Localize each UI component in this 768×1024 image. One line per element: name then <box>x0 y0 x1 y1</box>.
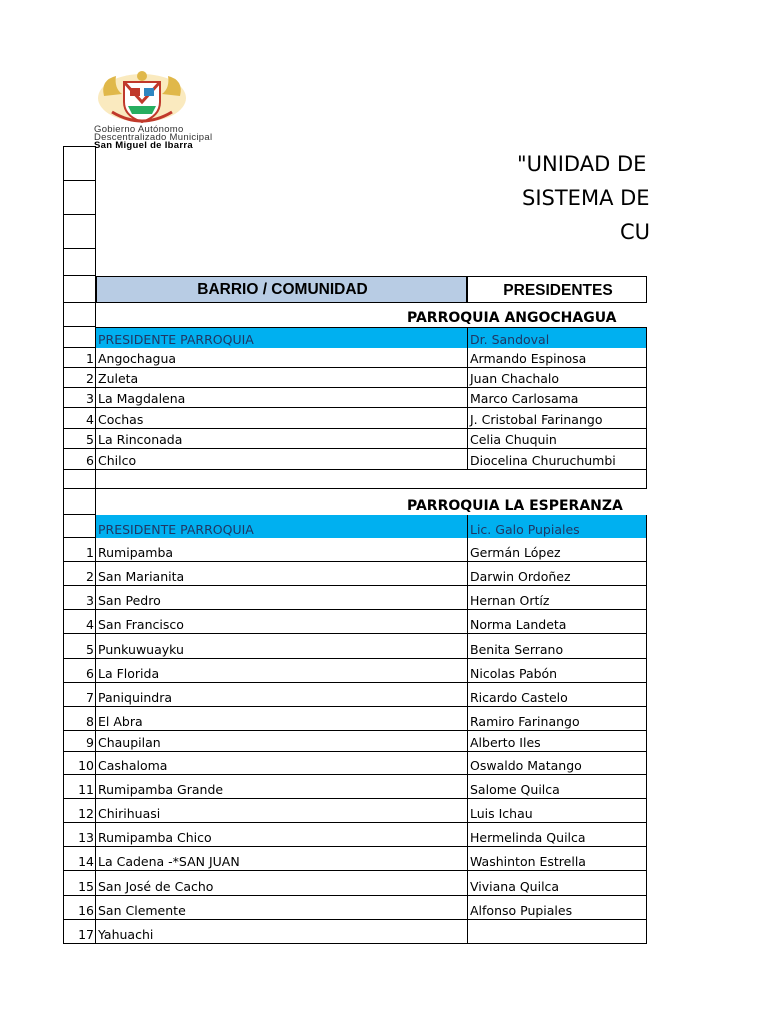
row-number: 7 <box>86 690 94 705</box>
barrio-name: Yahuachi <box>98 927 154 942</box>
president-name: Juan Chachalo <box>470 371 560 386</box>
table-row <box>63 847 647 871</box>
row-number: 1 <box>86 351 94 366</box>
row-number: 10 <box>78 758 94 773</box>
row-number-cell[interactable] <box>63 515 96 538</box>
barrio-name: La Rinconada <box>98 432 183 447</box>
barrio-cell[interactable] <box>96 707 467 731</box>
table-row <box>63 823 647 847</box>
row-number: 1 <box>86 545 94 560</box>
table-row <box>63 449 647 470</box>
barrio-cell[interactable] <box>96 871 467 896</box>
row-number-cell[interactable] <box>63 752 96 775</box>
row-number: 2 <box>86 371 94 386</box>
table-row <box>63 388 647 408</box>
header-row <box>63 276 647 303</box>
row-number: 9 <box>86 735 94 750</box>
president-name: Oswaldo Matango <box>470 758 582 773</box>
empty-row <box>63 181 647 215</box>
row-number-cell[interactable] <box>63 489 96 515</box>
row-number: 17 <box>78 927 94 942</box>
president-name: Ricardo Castelo <box>470 690 568 705</box>
president-name: Celia Chuquin <box>470 432 557 447</box>
row-number-cell[interactable] <box>63 348 96 368</box>
row-number-cell[interactable] <box>63 562 96 586</box>
barrio-cell[interactable] <box>96 348 467 368</box>
row-number-cell[interactable] <box>63 249 96 276</box>
row-number: 5 <box>86 432 94 447</box>
table-row <box>63 707 647 731</box>
row-number: 4 <box>86 412 94 427</box>
row-number-cell[interactable] <box>63 538 96 562</box>
row-number-cell[interactable] <box>63 368 96 388</box>
barrio-cell[interactable] <box>96 388 467 408</box>
row-number: 5 <box>86 642 94 657</box>
row-number-cell[interactable] <box>63 429 96 449</box>
barrio-cell[interactable] <box>96 775 467 799</box>
row-number: 14 <box>78 854 94 869</box>
title-line-2: SISTEMA DE <box>522 186 650 210</box>
table-row <box>63 871 647 896</box>
parroquia-title-cell[interactable] <box>96 303 647 327</box>
president-name: Armando Espinosa <box>470 351 587 366</box>
president-parroquia-value-cell[interactable]: Dr. Sandoval <box>467 327 647 348</box>
president-name: J. Cristobal Farinango <box>470 412 603 427</box>
barrio-name: La Cadena -*SAN JUAN <box>98 854 240 869</box>
row-number-cell[interactable] <box>63 871 96 896</box>
president-cell[interactable] <box>467 752 647 775</box>
president-name: Diocelina Churuchumbi <box>470 453 616 468</box>
barrio-name: San José de Cacho <box>98 879 214 894</box>
barrio-cell[interactable] <box>96 799 467 823</box>
table-row <box>63 429 647 449</box>
president-parroquia-value-cell[interactable]: Lic. Galo Pupiales <box>467 515 647 538</box>
barrio-name: Chirihuasi <box>98 806 161 821</box>
barrio-cell[interactable] <box>96 449 467 470</box>
table-row <box>63 634 647 659</box>
row-number: 11 <box>78 782 94 797</box>
row-number-cell[interactable] <box>63 610 96 634</box>
table-row <box>63 659 647 683</box>
barrio-cell[interactable] <box>96 538 467 562</box>
barrio-name: La Florida <box>98 666 160 681</box>
president-name: Salome Quilca <box>470 782 560 797</box>
president-parroquia-label-cell[interactable]: PRESIDENTE PARROQUIA <box>96 327 467 348</box>
row-number-cell[interactable] <box>63 469 96 489</box>
barrio-name: San Pedro <box>98 593 161 608</box>
empty-row <box>63 249 647 276</box>
barrio-name: Rumipamba Chico <box>98 830 212 845</box>
president-parroquia-row <box>63 515 647 538</box>
barrio-name: Rumipamba <box>98 545 174 560</box>
president-cell[interactable] <box>467 348 647 368</box>
president-name: Darwin Ordoñez <box>470 569 571 584</box>
row-number: 3 <box>86 593 94 608</box>
table-row <box>63 752 647 775</box>
barrio-cell[interactable] <box>96 683 467 707</box>
barrio-name: Rumipamba Grande <box>98 782 224 797</box>
row-number-cell[interactable] <box>63 388 96 408</box>
row-number: 15 <box>78 879 94 894</box>
president-cell[interactable] <box>467 634 647 659</box>
president-parroquia-label-cell[interactable]: PRESIDENTE PARROQUIA <box>96 515 467 538</box>
table-row <box>63 896 647 920</box>
barrio-name: Cashaloma <box>98 758 168 773</box>
row-number-cell[interactable] <box>63 146 96 181</box>
table-row <box>63 731 647 752</box>
president-cell[interactable] <box>467 538 647 562</box>
row-number-cell[interactable] <box>63 586 96 610</box>
column-header-presidentes[interactable]: PRESIDENTES <box>467 276 647 303</box>
president-name: Germán López <box>470 545 561 560</box>
barrio-name: Chilco <box>98 453 137 468</box>
barrio-name: San Clemente <box>98 903 186 918</box>
row-number-cell[interactable] <box>63 775 96 799</box>
president-name: Hermelinda Quilca <box>470 830 586 845</box>
row-number-cell[interactable] <box>63 659 96 683</box>
empty-row <box>63 146 647 181</box>
president-name: Nicolas Pabón <box>470 666 558 681</box>
table-row <box>63 683 647 707</box>
row-number-cell[interactable] <box>63 303 96 327</box>
president-cell[interactable] <box>467 799 647 823</box>
president-name: Marco Carlosama <box>470 391 579 406</box>
president-cell[interactable] <box>467 707 647 731</box>
president-name: Viviana Quilca <box>470 879 560 894</box>
table-row <box>63 408 647 429</box>
barrio-cell[interactable] <box>96 823 467 847</box>
row-number: 6 <box>86 453 94 468</box>
row-number-cell[interactable] <box>63 731 96 752</box>
barrio-cell[interactable] <box>96 896 467 920</box>
president-name: Benita Serrano <box>470 642 564 657</box>
empty-row <box>63 469 647 489</box>
barrio-name: Cochas <box>98 412 144 427</box>
row-number-cell[interactable] <box>63 920 96 944</box>
president-cell[interactable] <box>467 449 647 470</box>
president-cell[interactable] <box>467 368 647 388</box>
president-cell[interactable] <box>467 610 647 634</box>
president-cell[interactable] <box>467 408 647 429</box>
table-row <box>63 920 647 944</box>
president-name: Ramiro Farinango <box>470 714 580 729</box>
president-name: Hernan Ortíz <box>470 593 550 608</box>
row-number-cell[interactable] <box>63 276 96 303</box>
title-line-1: "UNIDAD DE <box>517 152 647 176</box>
barrio-cell[interactable] <box>96 562 467 586</box>
coat-of-arms-icon <box>94 68 190 126</box>
table-row <box>63 799 647 823</box>
president-cell[interactable] <box>467 847 647 871</box>
logo-line-1: Gobierno Autónomo <box>94 124 184 135</box>
row-number: 13 <box>78 830 94 845</box>
barrio-cell[interactable] <box>96 634 467 659</box>
barrio-cell[interactable] <box>96 429 467 449</box>
barrio-cell[interactable] <box>96 752 467 775</box>
barrio-cell[interactable] <box>96 847 467 871</box>
row-number-cell[interactable] <box>63 847 96 871</box>
barrio-name: San Marianita <box>98 569 185 584</box>
table-row <box>63 368 647 388</box>
row-number: 2 <box>86 569 94 584</box>
empty-row <box>63 215 647 249</box>
barrio-name: El Abra <box>98 714 143 729</box>
president-cell[interactable] <box>467 731 647 752</box>
president-cell[interactable] <box>467 659 647 683</box>
president-cell[interactable] <box>467 871 647 896</box>
president-cell[interactable] <box>467 920 647 944</box>
barrio-name: San Francisco <box>98 617 184 632</box>
title-line-3: CU <box>620 220 651 244</box>
parroquia-title: PARROQUIA ANGOCHAGUA <box>407 310 617 326</box>
president-cell[interactable] <box>467 429 647 449</box>
row-number: 16 <box>78 903 94 918</box>
row-number-cell[interactable] <box>63 215 96 249</box>
row-number-cell[interactable] <box>63 181 96 215</box>
president-name: Alfonso Pupiales <box>470 903 573 918</box>
barrio-name: Chaupilan <box>98 735 161 750</box>
row-number-cell[interactable] <box>63 683 96 707</box>
table-row <box>63 348 647 368</box>
row-number-cell[interactable] <box>63 707 96 731</box>
column-header-barrio[interactable]: BARRIO / COMUNIDAD <box>96 276 467 303</box>
president-cell[interactable] <box>467 775 647 799</box>
parroquia-title: PARROQUIA LA ESPERANZA <box>407 498 623 514</box>
row-number-cell[interactable] <box>63 449 96 470</box>
row-number: 6 <box>86 666 94 681</box>
barrio-cell[interactable] <box>96 610 467 634</box>
empty-cell[interactable] <box>96 469 647 489</box>
president-cell[interactable] <box>467 683 647 707</box>
president-cell[interactable] <box>467 823 647 847</box>
row-number-cell[interactable] <box>63 799 96 823</box>
barrio-cell[interactable] <box>96 731 467 752</box>
barrio-name: Paniquindra <box>98 690 173 705</box>
row-number: 8 <box>86 714 94 729</box>
table-row <box>63 775 647 799</box>
row-number-cell[interactable] <box>63 634 96 659</box>
barrio-name: Angochagua <box>98 351 177 366</box>
president-cell[interactable] <box>467 896 647 920</box>
row-number-cell[interactable] <box>63 327 96 348</box>
president-name: Alberto Iles <box>470 735 541 750</box>
president-cell[interactable] <box>467 586 647 610</box>
barrio-name: La Magdalena <box>98 391 186 406</box>
parroquia-title-cell[interactable] <box>96 489 647 515</box>
table-row <box>63 538 647 562</box>
table-row <box>63 610 647 634</box>
president-parroquia-row <box>63 327 647 348</box>
parroquia-row <box>63 489 647 515</box>
barrio-cell[interactable] <box>96 586 467 610</box>
logo-line-3: San Miguel de Ibarra <box>94 140 193 151</box>
president-cell[interactable] <box>467 562 647 586</box>
row-number: 4 <box>86 617 94 632</box>
parroquia-row <box>63 303 647 327</box>
barrio-cell[interactable] <box>96 920 467 944</box>
row-number-cell[interactable] <box>63 823 96 847</box>
table-row <box>63 586 647 610</box>
barrio-name: Zuleta <box>98 371 139 386</box>
barrio-name: Punkuwuayku <box>98 642 184 657</box>
barrio-cell[interactable] <box>96 408 467 429</box>
row-number-cell[interactable] <box>63 408 96 429</box>
barrio-cell[interactable] <box>96 659 467 683</box>
municipality-logo <box>92 68 282 151</box>
president-name: Luis Ichau <box>470 806 533 821</box>
row-number-cell[interactable] <box>63 896 96 920</box>
row-number: 3 <box>86 391 94 406</box>
logo-line-2: Descentralizado Municipal <box>94 132 213 143</box>
row-number: 12 <box>78 806 94 821</box>
president-name: Washinton Estrella <box>470 854 586 869</box>
table-row <box>63 562 647 586</box>
barrio-cell[interactable] <box>96 368 467 388</box>
president-cell[interactable] <box>467 388 647 408</box>
president-name: Norma Landeta <box>470 617 567 632</box>
